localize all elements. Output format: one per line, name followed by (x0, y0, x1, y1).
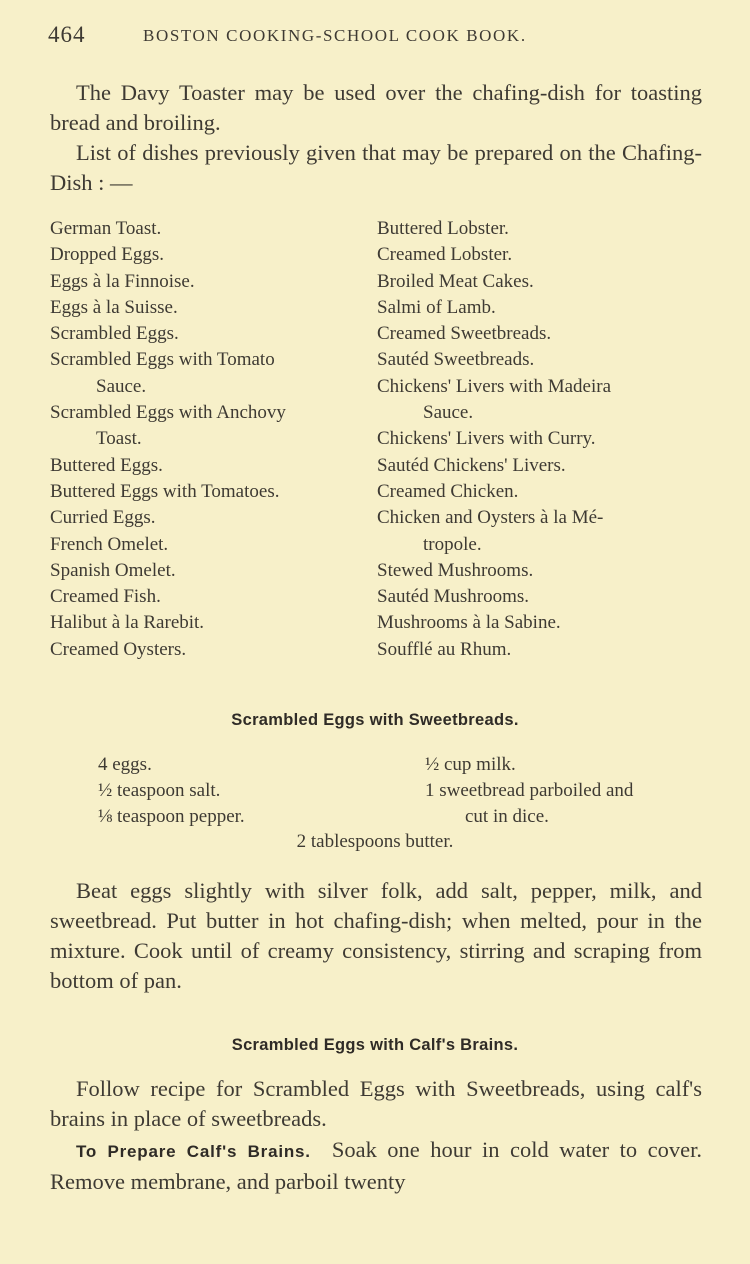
dish-list-left-column (50, 216, 370, 663)
dish-list-item-text: Dropped Eggs. (50, 244, 164, 266)
ingredients-right-column (425, 752, 633, 830)
dish-list-item-text: Halibut à la Rarebit. (50, 612, 205, 634)
dish-list-item-text: French Omelet. (50, 533, 169, 555)
dish-list-item (377, 479, 707, 505)
dish-list-item-text: Scrambled Eggs with Anchovy (50, 402, 286, 424)
dish-list-item (50, 347, 370, 400)
ingredient-item (98, 778, 245, 804)
dish-list-item-text: Buttered Lobster. (377, 218, 509, 239)
dish-list-item-text: Creamed Fish. (50, 586, 161, 608)
dish-list-item-text: Salmi of Lamb. (377, 296, 496, 318)
dish-list-item-text: Eggs à la Suisse. (50, 296, 178, 318)
dish-list-item-text: Buttered Eggs with Tomatoes. (50, 480, 280, 502)
ingredient-item-text: ½ cup milk. (425, 754, 516, 775)
run-in-heading: To Prepare Calf's Brains. (76, 1142, 311, 1161)
ingredient-item-text: 1 sweetbread parboiled and (425, 780, 634, 801)
intro-paragraph-dish-list: List of dishes previously given that may be prepared on the Chafing-Dish : — (50, 140, 702, 195)
running-title: BOSTON COOKING-SCHOOL COOK BOOK. (143, 26, 527, 45)
dish-list-item (377, 321, 707, 347)
dish-list-item-text: Stewed Mushrooms. (377, 559, 534, 581)
ingredient-item-text: ½ teaspoon salt. (98, 780, 221, 801)
dish-list-item-text: Chickens' Livers with Madeira (377, 375, 612, 397)
dish-list-item (50, 479, 370, 505)
dish-list-item-continuation: tropole. (423, 533, 482, 555)
dish-list-item-continuation: Sauce. (96, 375, 147, 397)
page-number: 464 (48, 22, 86, 47)
dish-list-item-text: Chickens' Livers with Curry. (377, 428, 596, 450)
dish-list-item (50, 584, 370, 610)
dish-list-item-text: Broiled Meat Cakes. (377, 270, 534, 292)
ingredient-item (425, 778, 633, 830)
dish-list-item (50, 532, 370, 558)
dish-list-item-text: German Toast. (50, 218, 162, 239)
run-in-text: Soak one hour in cold water to cover. Remove membrane, and parboil twenty (50, 1137, 702, 1194)
dish-list-item (50, 453, 370, 479)
dish-list-item-text: Soufflé au Rhum. (377, 638, 512, 660)
dish-list-item-text: Sautéd Mushrooms. (377, 586, 529, 608)
dish-list-item (50, 242, 370, 268)
dish-list-item-text: Creamed Lobster. (377, 244, 513, 266)
dish-list-right-column (377, 216, 707, 663)
dish-list-item (377, 216, 707, 242)
dish-list-item (50, 558, 370, 584)
dish-list-item (377, 347, 707, 373)
dish-list-item (377, 558, 707, 584)
dish-list-item-text: Buttered Eggs. (50, 454, 163, 476)
dish-list-item (377, 584, 707, 610)
dish-list-item (50, 269, 370, 295)
recipe-heading-sweetbreads: Scrambled Eggs with Sweetbreads. (231, 711, 519, 729)
intro-paragraph-toaster: The Davy Toaster may be used over the chafing-dish for toasting bread and broiling. (50, 80, 702, 135)
dish-list-item-continuation: Sauce. (423, 402, 474, 424)
dish-list-item-text: Scrambled Eggs with Tomato (50, 349, 275, 371)
dish-list-item (377, 505, 707, 558)
dish-list-item-text: Sautéd Sweetbreads. (377, 349, 535, 371)
dish-list-item-text: Mushrooms à la Sabine. (377, 612, 561, 634)
dish-list-item-text: Sautéd Chickens' Livers. (377, 454, 566, 476)
dish-list-item (50, 610, 370, 636)
dish-list-item (377, 610, 707, 636)
page-header (48, 22, 708, 52)
dish-list-item-text: Scrambled Eggs. (50, 323, 179, 345)
ingredient-item (98, 804, 245, 830)
ingredient-item-text: 4 eggs. (98, 754, 152, 775)
dish-list-item (377, 426, 707, 452)
calfs-brains-preparation (50, 1135, 702, 1197)
ingredients-left-column (98, 752, 245, 830)
ingredient-item-text: ⅛ teaspoon pepper. (98, 806, 245, 827)
dish-list-item (50, 505, 370, 531)
ingredient-item (98, 752, 245, 778)
dish-list-item (377, 453, 707, 479)
dish-list-item-text: Creamed Chicken. (377, 480, 519, 502)
dish-list-item (50, 295, 370, 321)
recipe-method-calfs-brains: Follow recipe for Scrambled Eggs with Sweetbreads, using calf's brains in place of sweetbreads. (50, 1076, 702, 1131)
dish-list-item (377, 374, 707, 427)
dish-list-item (377, 295, 707, 321)
dish-list-item-text: Creamed Oysters. (50, 638, 187, 660)
dish-list-item (377, 269, 707, 295)
dish-list-item-text: Eggs à la Finnoise. (50, 270, 195, 292)
ingredient-butter: 2 tablespoons butter. (296, 831, 454, 852)
dish-list-item-text: Spanish Omelet. (50, 559, 176, 581)
dish-list-item-text: Creamed Sweetbreads. (377, 323, 552, 345)
dish-list-item (50, 637, 370, 663)
recipe-method-sweetbreads: Beat eggs slightly with silver folk, add salt, pepper, milk, and sweetbread. Put butter in hot chafing-dish; when melted, pour in the mixture. Cook until of creamy consistency, stirring and scraping from bottom of pan. (50, 878, 702, 993)
dish-list-item (377, 242, 707, 268)
dish-list-item (377, 637, 707, 663)
dish-list-item (50, 321, 370, 347)
dish-list-item-text: Curried Eggs. (50, 507, 156, 529)
ingredient-item (425, 752, 633, 778)
ingredient-item-continuation: cut in dice. (465, 806, 549, 827)
dish-list-item (50, 400, 370, 453)
dish-list-item (50, 216, 370, 242)
recipe-heading-calfs-brains: Scrambled Eggs with Calf's Brains. (231, 1036, 519, 1054)
dish-list-item-text: Chicken and Oysters à la Mé- (377, 507, 604, 529)
dish-list-item-continuation: Toast. (96, 428, 142, 450)
